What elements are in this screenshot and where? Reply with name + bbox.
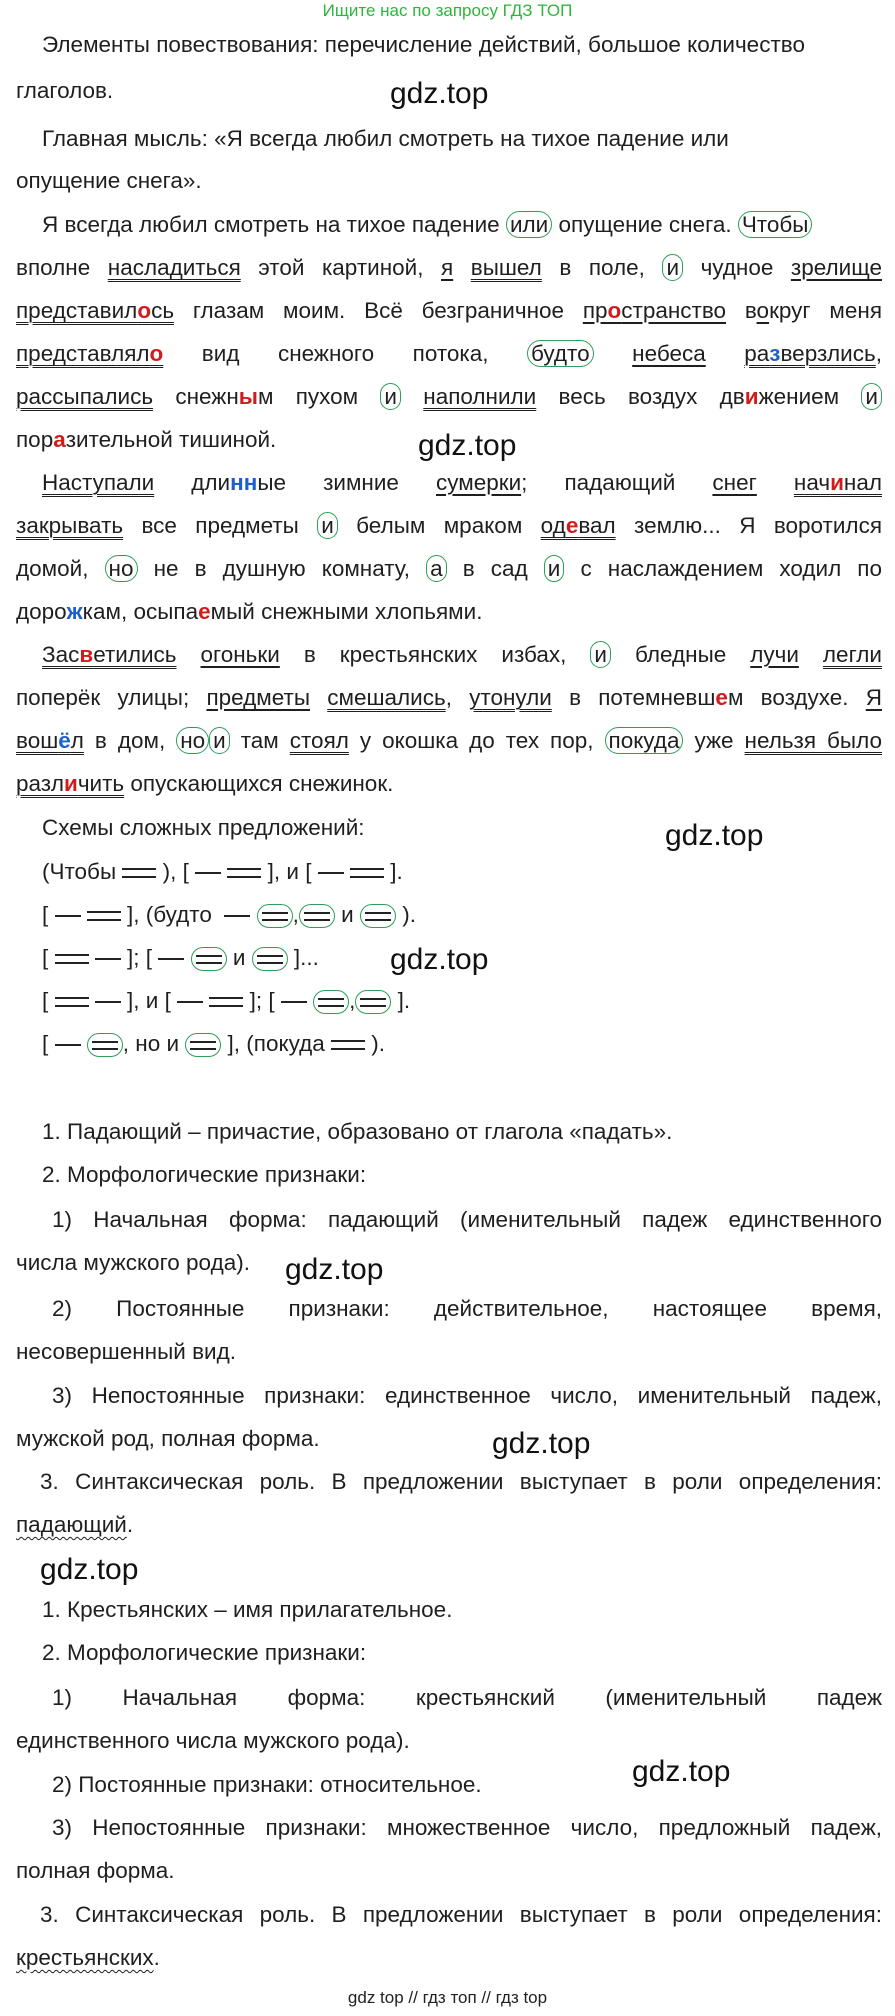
text-line: различить опускающихся снежинок. xyxy=(16,771,394,796)
defined-word: падающий xyxy=(16,1512,127,1537)
text-line: вошёл в дом, но и там стоял у окошка до тех пор, покуда уже нельзя было xyxy=(16,728,882,753)
text-line: представилось глазам моим. Всё безграничное пространство вокруг меня xyxy=(16,298,882,323)
text-line: рассыпались снежным пухом и наполнили весь воздух движением и xyxy=(16,382,882,412)
schemes-title: Схемы сложных предложений: xyxy=(42,815,365,840)
watermark: gdz.top xyxy=(40,1553,139,1586)
analysis-line: 3. Синтаксическая роль. В предложении выступает в роли определения: xyxy=(40,1469,882,1494)
analysis-line: 3) Непостоянные признаки: множественное число, предложный падеж, xyxy=(52,1815,882,1840)
scheme-line: [ ], (будто , и ). xyxy=(42,902,416,927)
scheme-line: [ , но и ], (покуда ). xyxy=(42,1031,385,1056)
top-banner[interactable]: Ищите нас по запросу ГДЗ ТОП xyxy=(322,1,573,20)
analysis-line: числа мужского рода). xyxy=(16,1250,250,1275)
text-line: глаголов. xyxy=(16,78,114,103)
text-line: опущение снега». xyxy=(16,168,202,193)
watermark: gdz.top xyxy=(285,1253,384,1286)
text-line: домой, но не в душную комнату, а в сад и с наслаждением ходил по xyxy=(16,556,882,581)
analysis-line: 1) Начальная форма: падающий (именительный падеж единственного xyxy=(52,1207,882,1232)
watermark: gdz.top xyxy=(390,77,489,110)
period: . xyxy=(126,1512,134,1537)
analysis-line: мужской род, полная форма. xyxy=(16,1426,320,1451)
analysis-line: 2) Постоянные признаки: действительное, настоящее время, xyxy=(52,1296,882,1321)
text-line: Засветились огоньки в крестьянских избах, и бледные лучи легли xyxy=(42,642,882,667)
defined-word: крестьянских xyxy=(16,1945,154,1970)
period: . xyxy=(153,1945,160,1970)
analysis-line: 3) Непостоянные признаки: единственное число, именительный падеж, xyxy=(52,1383,882,1408)
analysis-line: 1) Начальная форма: крестьянский (именительный падеж xyxy=(52,1685,882,1710)
text-line: Я всегда любил смотреть на тихое падение или опущение снега. Чтобы xyxy=(42,210,812,240)
analysis-line: 3. Синтаксическая роль. В предложении выступает в роли определения: xyxy=(40,1902,882,1927)
analysis-line: 2. Морфологические признаки: xyxy=(42,1162,367,1187)
analysis-line: 2) Постоянные признаки: относительное. xyxy=(52,1772,482,1797)
scheme-line: [ ]; [ и ]... xyxy=(42,945,319,970)
text-line: Элементы повествования: перечисление действий, большое количество xyxy=(42,32,805,57)
text-line: Наступали длинные зимние сумерки; падающий снег начинал xyxy=(42,470,882,495)
analysis-line: единственного числа мужского рода). xyxy=(16,1728,410,1753)
text-line: закрывать все предметы и белым мраком одевал землю... Я воротился xyxy=(16,513,882,538)
scheme-line: [ ], и [ ]; [ , ]. xyxy=(42,988,411,1013)
analysis-line: 1. Падающий – причастие, образовано от глагола «падать». xyxy=(42,1119,673,1144)
analysis-line: полная форма. xyxy=(16,1858,175,1883)
analysis-line: несовершенный вид. xyxy=(16,1339,236,1364)
watermark: gdz.top xyxy=(632,1755,731,1788)
watermark: gdz.top xyxy=(418,429,517,462)
text-line: вполне насладиться этой картиной, я вышел в поле, и чудное зрелище xyxy=(16,255,882,280)
analysis-line xyxy=(16,1943,160,1973)
text-line: дорожкам, осыпаемый снежными хлопьями. xyxy=(16,599,483,624)
watermark: gdz.top xyxy=(390,943,489,976)
footer-links[interactable]: gdz top // гдз топ // гдз top xyxy=(347,1988,548,2007)
analysis-line xyxy=(16,1510,133,1540)
text-line: поразительной тишиной. xyxy=(16,427,277,452)
text-line: поперёк улицы; предметы смешались, утонули в потемневшем воздухе. Я xyxy=(16,685,882,710)
text-line: Главная мысль: «Я всегда любил смотреть на тихое падение или xyxy=(42,126,729,151)
watermark: gdz.top xyxy=(665,819,764,852)
scheme-line: (Чтобы ), [ ], и [ ]. xyxy=(42,859,403,884)
analysis-line: 1. Крестьянских – имя прилагательное. xyxy=(42,1597,453,1622)
text-line: представляло вид снежного потока, будто небеса разверзлись, xyxy=(16,341,882,366)
analysis-line: 2. Морфологические признаки: xyxy=(42,1640,367,1665)
watermark: gdz.top xyxy=(492,1427,591,1460)
